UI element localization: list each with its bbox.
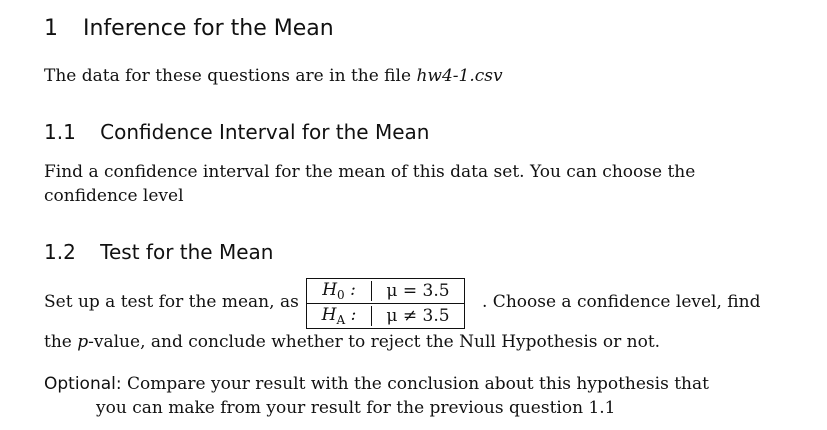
optional-line-2: you can make from your result for the previous question 1.1 xyxy=(96,398,616,418)
alternative-hypothesis-symbol: H xyxy=(321,305,337,325)
alternative-hypothesis-subscript: A xyxy=(336,313,346,327)
section-heading xyxy=(44,16,334,41)
section-intro-text: The data for these questions are in the file xyxy=(44,66,417,86)
null-hypothesis-colon: : xyxy=(350,280,356,300)
subsection-heading-2 xyxy=(44,240,273,264)
subsection-heading-1 xyxy=(44,120,429,144)
null-hypothesis-symbol: H xyxy=(322,280,338,300)
null-hypothesis-value: μ = 3.5 xyxy=(371,281,464,301)
optional-text-1: Compare your result with the conclusion about this hypothesis that xyxy=(121,374,709,394)
subsection-number-2: 1.2 xyxy=(44,240,76,264)
subsection-title-2: Test for the Mean xyxy=(100,240,274,264)
section-intro xyxy=(44,64,503,88)
file-name: hw4-1.csv xyxy=(416,66,503,86)
subsection-text-1: Find a confidence interval for the mean of this data set. You can choose the confidence level xyxy=(44,162,696,206)
hypothesis-setup-text: Set up a test for the mean, as xyxy=(44,292,299,312)
p-value-instruction xyxy=(44,330,660,354)
alternative-hypothesis-value: μ ≠ 3.5 xyxy=(371,306,464,326)
alternative-hypothesis-row xyxy=(307,303,464,328)
p-value-suffix: -value, and conclude whether to reject the Null Hypothesis or not. xyxy=(88,332,661,352)
section-number: 1 xyxy=(44,16,58,41)
null-hypothesis-subscript: 0 xyxy=(337,288,345,302)
alternative-hypothesis-label xyxy=(307,305,371,327)
null-hypothesis-label xyxy=(307,280,371,302)
hypothesis-setup-continuation: . Choose a confidence level, find xyxy=(482,292,761,312)
optional-label: Optional: xyxy=(44,374,122,394)
subsection-number-1: 1.1 xyxy=(44,120,76,144)
p-value-prefix: the xyxy=(44,332,78,352)
subsection-title-1: Confidence Interval for the Mean xyxy=(100,120,430,144)
p-symbol: p xyxy=(77,332,89,352)
null-hypothesis-row xyxy=(307,279,464,303)
optional-line-1 xyxy=(44,372,709,396)
alternative-hypothesis-colon: : xyxy=(350,305,357,325)
hypothesis-table xyxy=(306,278,465,329)
section-title: Inference for the Mean xyxy=(83,16,334,41)
